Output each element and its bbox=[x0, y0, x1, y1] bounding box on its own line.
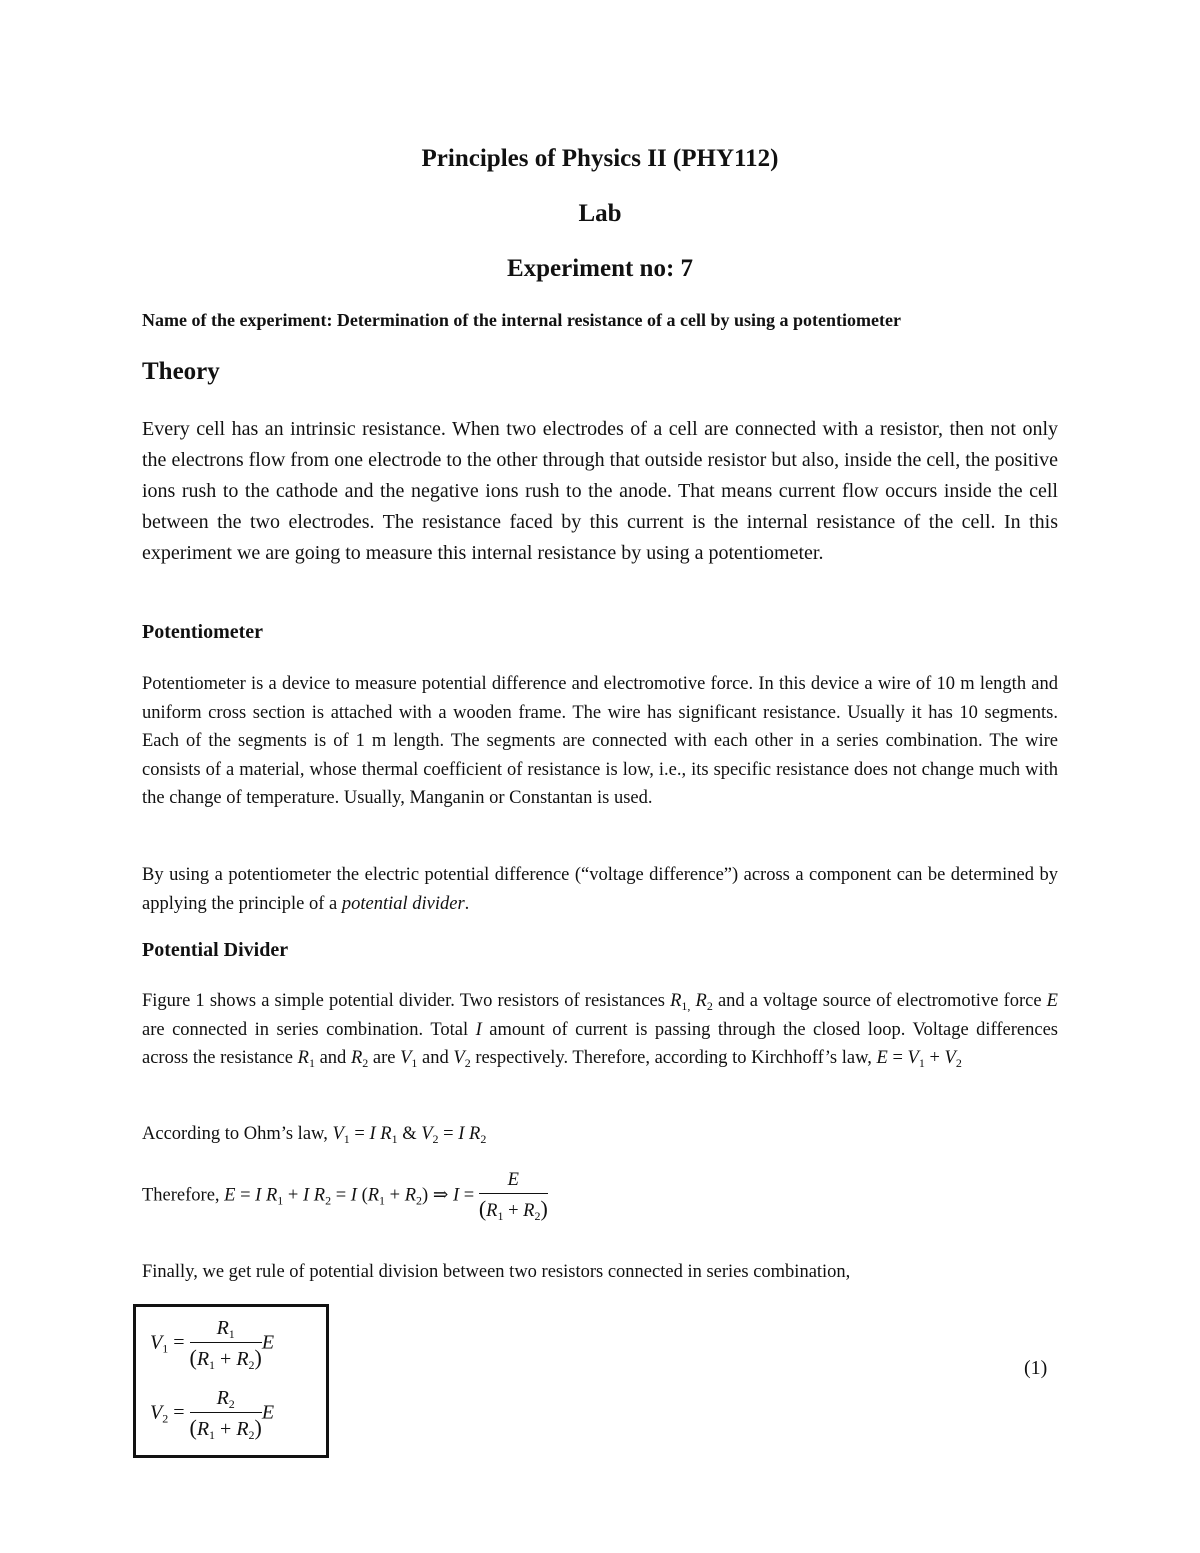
theory-paragraph: Every cell has an intrinsic resistance. When two electrodes of a cell are connected with a resistor, then not only the electrons flow from one electrode to the other through that outside resistor but also, inside the cell, the positive ions rush to the cathode and the negative ions rush to the anode. That means current flow occurs inside the cell between the two electrodes. The resistance faced by this current is the internal resistance of the cell. In this experiment we are going to measure this internal resistance by using a potentiometer. bbox=[142, 418, 1058, 564]
ohms-law-equation: According to Ohm’s law, $V_1 = I$ $R_1$ & $V_2 = I$ $R_2$ bbox=[142, 1124, 487, 1146]
current-fraction: $\frac{E}{(R_1 + R_2)}$ bbox=[478, 1170, 548, 1223]
potential-division-box bbox=[133, 1304, 329, 1458]
potential-divider-intro: By using a potentiometer the electric potential difference (“voltage difference”) across a component can be determined by applying the principle of a potential divider. bbox=[142, 865, 1058, 914]
potentiometer-paragraph: Potentiometer is a device to measure potential difference and electromotive force. In this device a wire of 10 m length and uniform cross section is attached with a wooden frame. The wire has significant resistance. Usually it has 10 segments. Each of the segments is of 1 m length. The segments are connected with each other in a series combination. The wire consists of a material, whose thermal coefficient of resistance is low, i.e., its specific resistance does not change much with the change of temperature. Usually, Manganin or Constantan is used. bbox=[142, 674, 1058, 808]
current-equation: Therefore, E = I $R_1 + I$ $R_2 = I$ $(R_1 + R_2)$ ⇒ I = $\frac{E}{(R_1 + R_2)}$ bbox=[142, 1170, 548, 1223]
course-title: Principles of Physics II (PHY112) bbox=[421, 145, 779, 172]
v1-equation: $V_1$ = $\frac{R_1}{(R_1 + R_2)}$ E bbox=[150, 1317, 275, 1372]
potentiometer-heading: Potentiometer bbox=[142, 621, 264, 643]
theory-heading: Theory bbox=[142, 358, 220, 385]
v2-equation: $V_2$ = $\frac{R_2}{(R_1 + R_2)}$ E bbox=[150, 1387, 275, 1442]
lab-title: Lab bbox=[578, 200, 622, 227]
finally-text: Finally, we get rule of potential division between two resistors connected in series combination, bbox=[142, 1262, 851, 1282]
potential-divider-paragraph: Figure 1 shows a simple potential divider. Two resistors of resistances $R_{1,}$ $R_2$ and a voltage source of electromotive force E are connected in series combination. Total I amount of current is passing through the closed loop. Voltage differences across the resistance $R_1$ and $R_2$ are $V_1$ and $V_2$ respectively. Therefore, according to Kirchhoff’s law, $E = V_1 + V_2$ bbox=[142, 991, 1058, 1070]
potential-divider-heading: Potential Divider bbox=[142, 939, 289, 961]
experiment-name: Name of the experiment: Determination of the internal resistance of a cell by using a potentiometer bbox=[142, 310, 902, 330]
equation-number: (1) bbox=[1024, 1357, 1048, 1379]
experiment-number: Experiment no: 7 bbox=[506, 255, 694, 282]
